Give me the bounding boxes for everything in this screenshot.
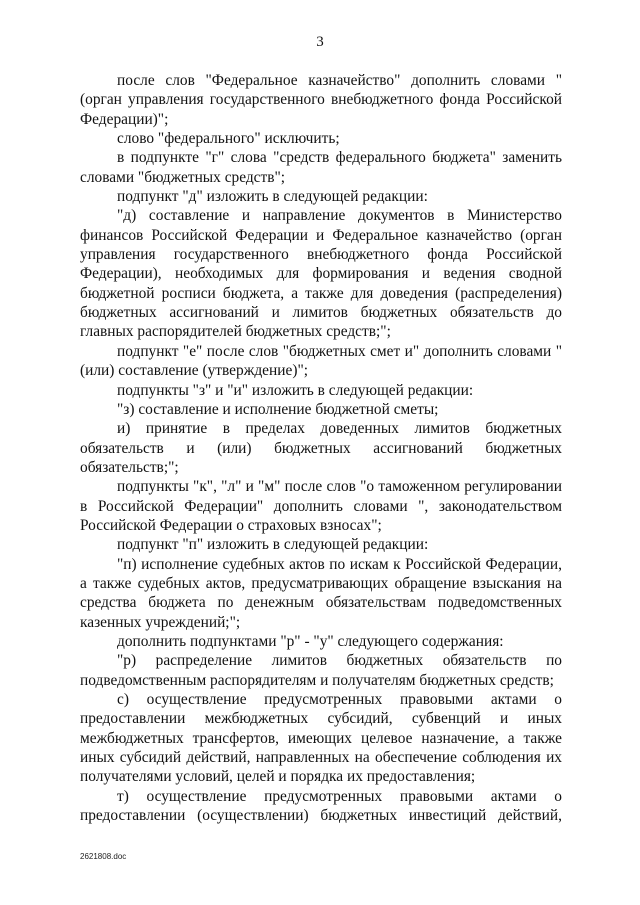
paragraph: слово "федерального" исключить; xyxy=(117,130,340,148)
paragraph: дополнить подпунктами "р" - "у" следующего содержания: xyxy=(117,632,504,650)
paragraph: т) осуществление предусмотренных правовыми актами о предоставлении (осуществлении) бюджетных инвестиций действий, xyxy=(80,787,562,825)
paragraph: подпункты "к", "л" и "м" после слов "о таможенном регулировании в Российской Федерации" дополнить словами ", законодательством Российской Федерации о страховых взносах"; xyxy=(80,478,562,534)
paragraph: "з) составление и исполнение бюджетной сметы; xyxy=(117,400,439,418)
paragraph: "р) распределение лимитов бюджетных обязательств по подведомственным распорядителям и получателям бюджетных средств; xyxy=(80,652,562,689)
paragraph: в подпункте "г" слова "средств федерального бюджета" заменить словами "бюджетных средств"; xyxy=(80,149,562,186)
paragraph: подпункты "з" и "и" изложить в следующей редакции: xyxy=(117,381,474,399)
paragraph: подпункт "п" изложить в следующей редакции: xyxy=(117,536,429,554)
paragraph: с) осуществление предусмотренных правовыми актами о предоставлении межбюджетных субсидий, субвенций и иных межбюджетных трансфертов, имеющих целевое назначение, а также иных субсидий действий, направленных на обеспечение соблюдения их получателями условий, целей и порядка их предоставления; xyxy=(80,691,562,786)
document-filename: 2621808.doc xyxy=(80,852,127,861)
paragraph: "п) исполнение судебных актов по искам к Российской Федерации, а также судебных актов, предусматривающих обращение взыскания на средства бюджета по денежным обязательствам подведомственных казенных учреждений;"; xyxy=(80,555,562,631)
document-body xyxy=(80,71,562,825)
page-number: 3 xyxy=(316,34,324,50)
paragraph: подпункт "д" изложить в следующей редакции: xyxy=(117,188,428,206)
paragraph: подпункт "е" после слов "бюджетных смет и" дополнить словами "(или) составление (утверждение)"; xyxy=(80,342,562,380)
paragraph: после слов "Федеральное казначейство" дополнить словами "(орган управления государственного внебюджетного фонда Российской Федерации)"; xyxy=(80,72,562,128)
paragraph: и) принятие в пределах доведенных лимитов бюджетных обязательств и (или) бюджетных ассигнований бюджетных обязательств;"; xyxy=(80,420,562,476)
paragraph: "д) составление и направление документов в Министерство финансов Российской Федерации и Федеральное казначейство (орган управления государственного внебюджетного фонда Российской Федерации), необходимых для формирования и ведения сводной бюджетной росписи бюджета, а также для доведения (распределения) бюджетных ассигнований и лимитов бюджетных обязательств до главных распорядителей бюджетных средств;"; xyxy=(80,207,562,341)
